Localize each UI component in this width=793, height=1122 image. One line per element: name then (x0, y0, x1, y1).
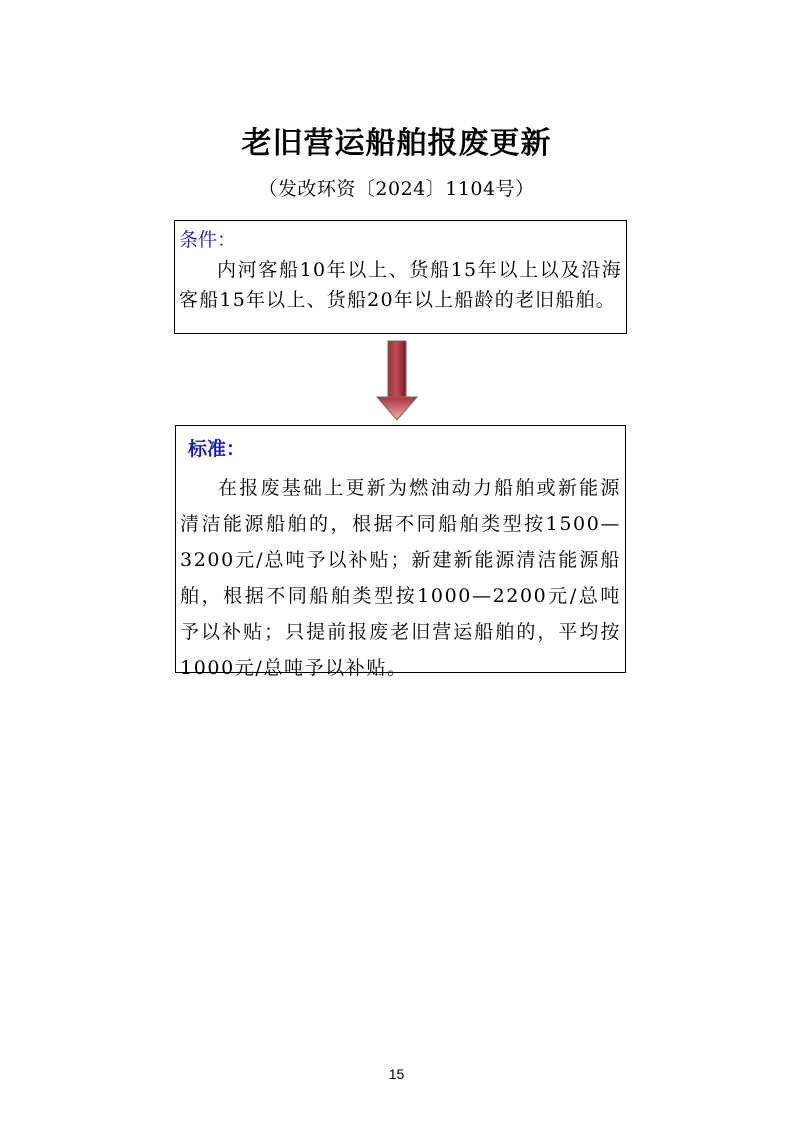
down-arrow-icon (376, 340, 418, 422)
conditions-label: 条件： (179, 229, 237, 251)
document-reference: （发改环资〔2024〕1104号） (258, 178, 535, 200)
standards-text: 在报废基础上更新为燃油动力船舶或新能源清洁能源船舶的，根据不同船舶类型按1500—3200元/总吨予以补贴；新建新能源清洁能源船舶，根据不同船舶类型按1000—2200元/总吨予以补贴；只提前报废老旧营运船舶的，平均按1000元/总吨予以补贴。 (180, 477, 621, 679)
page-number: 15 (388, 1066, 405, 1082)
conditions-text: 内河客船10年以上、货船15年以上以及沿海客船15年以上、货船20年以上船龄的老旧船舶。 (179, 259, 622, 311)
standards-box (175, 425, 626, 679)
document-title: 老旧营运船舶报废更新 (241, 126, 552, 161)
standards-label: 标准： (188, 438, 246, 460)
conditions-box (174, 220, 627, 334)
